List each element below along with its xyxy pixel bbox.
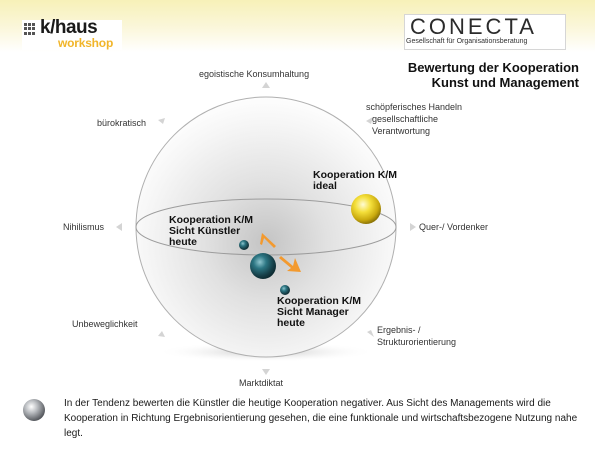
coop-artists-line2: Sicht Künstler [169,225,241,237]
ideal-ball [351,194,381,224]
dim-label-upper-left: bürokratisch [97,118,147,128]
arrow-lower-right [367,330,374,337]
footer-ball-icon [23,399,45,421]
dim-label-upper-right-1: schöpferisches Handeln [366,102,463,112]
arrow-right [410,223,416,231]
dim-label-left: Nihilismus [63,222,105,232]
page-title-line2: Kunst und Management [431,75,579,90]
dim-label-bottom: Marktdiktat [239,378,284,388]
dim-label-right: Quer-/ Vordenker [419,222,489,232]
dim-label-top: egoistische Konsumhaltung [199,69,310,79]
conecta-logo-sub: Gesellschaft für Organisationsberatung [406,38,528,45]
coop-artists-line1: Kooperation K/M [169,214,253,226]
coop-artists-line3: heute [169,236,198,248]
coop-ideal-line1: Kooperation K/M [313,169,397,181]
coop-ideal-line2: ideal [313,180,337,192]
dim-label-upper-right-3: Verantwortung [372,126,431,136]
dim-label-lower-right-1: Ergebnis- / [377,325,421,335]
arrow-top [262,82,270,88]
coop-manager-line2: Sicht Manager [277,306,349,318]
page-title-line1: Bewertung der Kooperation [407,60,579,75]
coop-manager-line3: heute [277,317,306,329]
kh-logo-sub: workshop [58,36,114,50]
artist-view-ball [239,240,249,250]
kh-logo-name: k/haus [40,17,98,38]
dim-label-lower-right-2: Strukturorientierung [377,337,457,347]
arrow-upper-left [158,118,165,124]
coop-manager-line1: Kooperation K/M [277,295,361,307]
dim-label-upper-right-2: gesellschaftliche [372,114,439,124]
dim-label-lower-left: Unbeweglichkeit [72,319,138,329]
conecta-logo-name: CONECTA [410,14,537,39]
arrow-bottom [262,369,270,375]
center-ball [250,253,276,279]
arrow-left [116,223,122,231]
footer-description: In der Tendenz bewerten die Künstler die heutige Kooperation negativer. Aus Sicht des Managements wird die Kooperation in Richtung Ergebnisorientierung gesehen, die eine funktionale und wirtschaftsbezogene Nutzung nahe legt. [64,398,578,439]
manager-view-ball [280,285,290,295]
arrow-lower-left [158,331,165,337]
